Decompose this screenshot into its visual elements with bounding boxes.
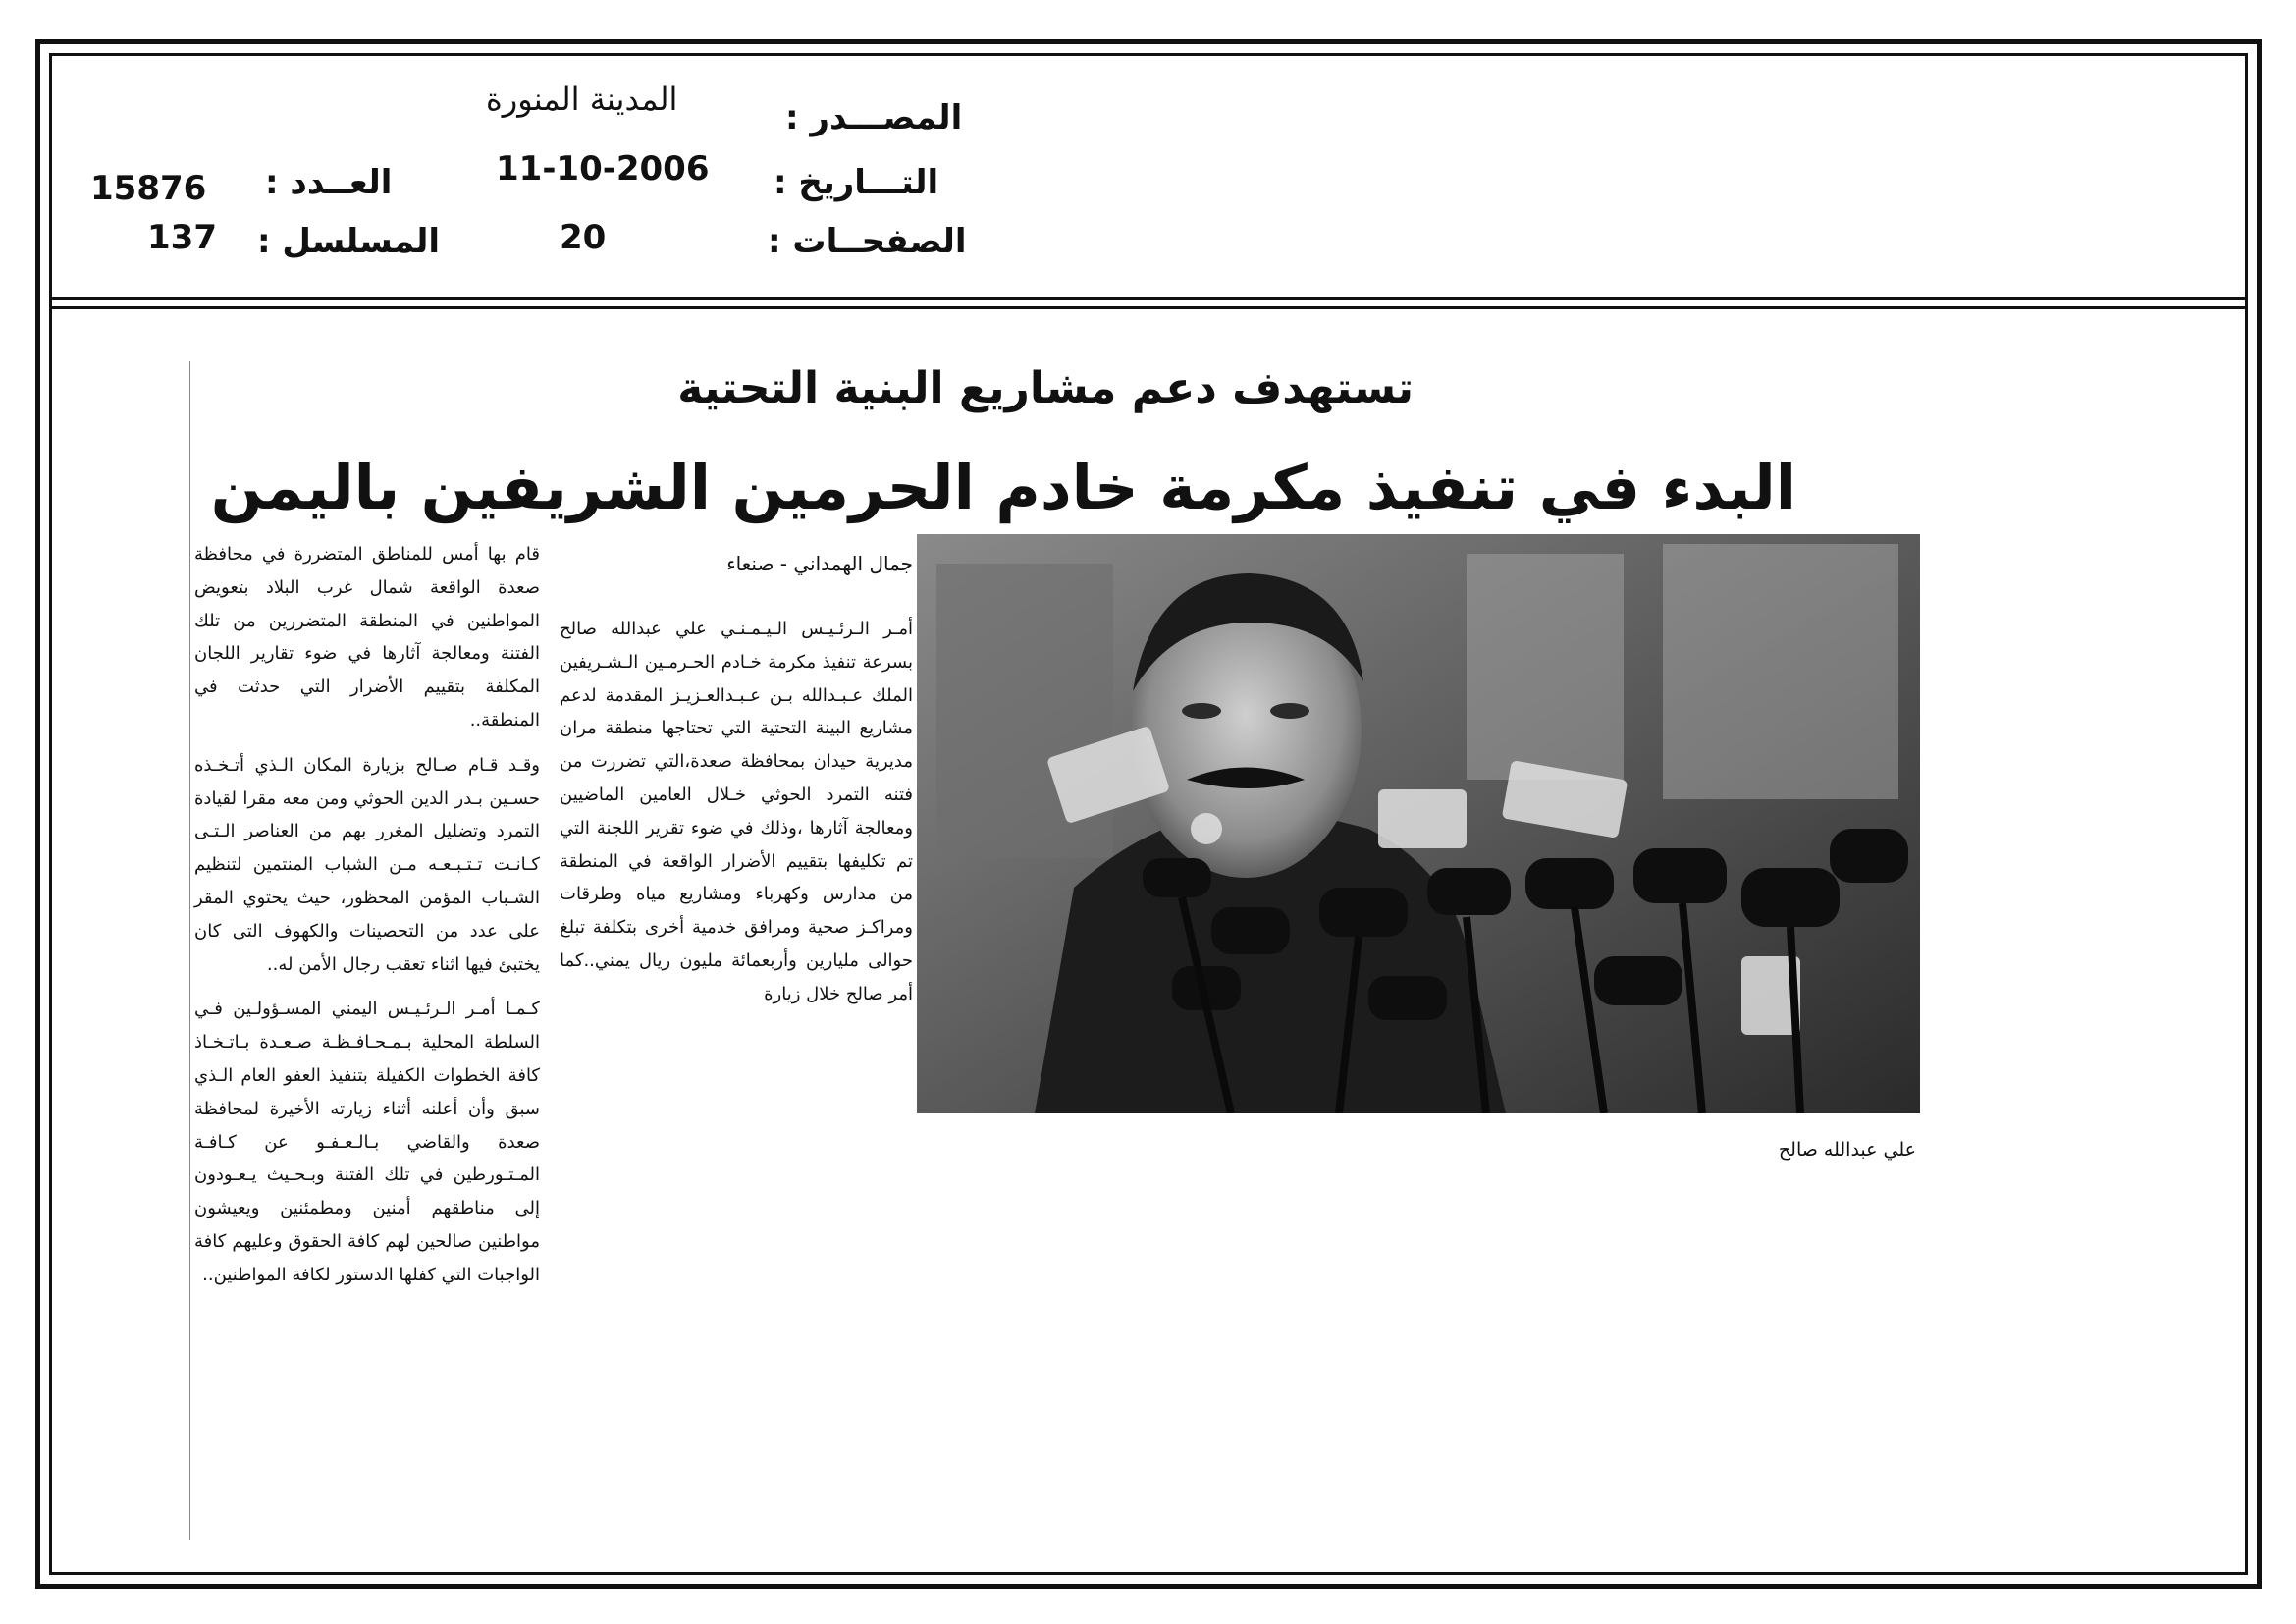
- paragraph: وقـد قـام صـالح بزيارة المكان الـذي أتـخـذه حسـين بـدر الدين الحوثي ومن معه مقرا لقيادة التمرد وتضليل المغرر بهم من العناصر الـتـى كـانـت تـتـبـعـه مـن الشباب المنتمين لتنظيم الشـباب المؤمن المحظور، حيث يحتوي المقر على عدد من التحصينات والكهوف التى كان يختبئ فيها اثناء تعقب رجال الأمن له..: [194, 754, 540, 975]
- header-divider-secondary: [49, 306, 2248, 309]
- pages-label: الصفحــات :: [768, 222, 967, 261]
- article-photo: [917, 534, 1920, 1113]
- paragraph: قام بها أمس للمناطق المتضررة في محافظة صعدة الواقعة شمال غرب البلاد بتعويض المواطنين في المنطقة المتضررين من تلك الفتنة ومعالجة آثارها في ضوء تقارير اللجان المكلفة بتقييم الأضرار التي حدثت في المنطقة..: [194, 544, 540, 731]
- source-label: المصـــدر :: [785, 98, 963, 137]
- serial-label: المسلسل :: [257, 222, 441, 261]
- header-divider: [49, 297, 2248, 300]
- article-column-middle: [560, 613, 913, 1023]
- column-rule: [189, 361, 190, 1540]
- article-subheadline: تستهدف دعم مشاريع البنية التحتية: [677, 363, 1414, 413]
- photo-illustration: [917, 534, 1920, 1113]
- paragraph: كـمـا أمـر الـرئـيـس اليمني المسـؤولـين فـي السلطة المحلية بـمـحـافـظـة صـعـدة بـاتـخـاذ كافة الخطوات الكفيلة بتنفيذ العفو العام الـذي سبق وأن أعلنه أثناء زيارته الأخيرة لمحافظة صعدة والقاضي بـالـعـفـو عن كـافـة المـتـورطين في تلك الفتنة وبـحـيث يـعـودون إلى مناطقهم أمنين ومطمئنين ويعيشون مواطنين صالحين لهم كافة الحقوق وعليهم كافة الواجبات التي كفلها الدستور لكافة المواطنين..: [194, 999, 540, 1285]
- paragraph: أمـر الـرئـيـس الـيـمـنـي علي عبدالله صالح بسرعة تنفيذ مكرمة خـادم الحـرمـين الـشـريفين الملك عـبـدالله بـن عـبـدالعـزيـز المقدمة لدعم مشاريع البينة التحتية التي تحتاجها منطقة مران مديرية حيدان بمحافظة صعدة،التي تضررت من فتنه التمرد الحوثي خـلال العامين الماضيين ومعالجة آثارها ،وذلك في ضوء تقرير اللجنة التي تم تكليفها بتقييم الأضرار الواقعة في المنطقة من مدارس وكهرباء ومشاريع مياه وطرقات ومراكـز صحية ومرافق خدمية أخرى بتكلفة تبلغ حوالى مليارين وأربعمائة مليون ريال يمني..كما أمر صالح خلال زيارة: [560, 619, 913, 1004]
- pages-value: 20: [560, 218, 607, 257]
- serial-value: 137: [147, 218, 217, 257]
- article-byline: جمال الهمداني - صنعاء: [726, 552, 913, 575]
- date-value: 11-10-2006: [496, 149, 710, 189]
- date-label: التـــاريخ :: [774, 163, 939, 202]
- source-value: المدينة المنورة: [486, 81, 678, 118]
- issue-label: العــدد :: [265, 163, 393, 202]
- article-headline: البدء في تنفيذ مكرمة خادم الحرمين الشريفين باليمن: [210, 452, 1796, 523]
- article-column-left: [194, 538, 540, 1304]
- issue-value: 15876: [90, 169, 207, 208]
- photo-caption: علي عبدالله صالح: [1778, 1139, 1916, 1161]
